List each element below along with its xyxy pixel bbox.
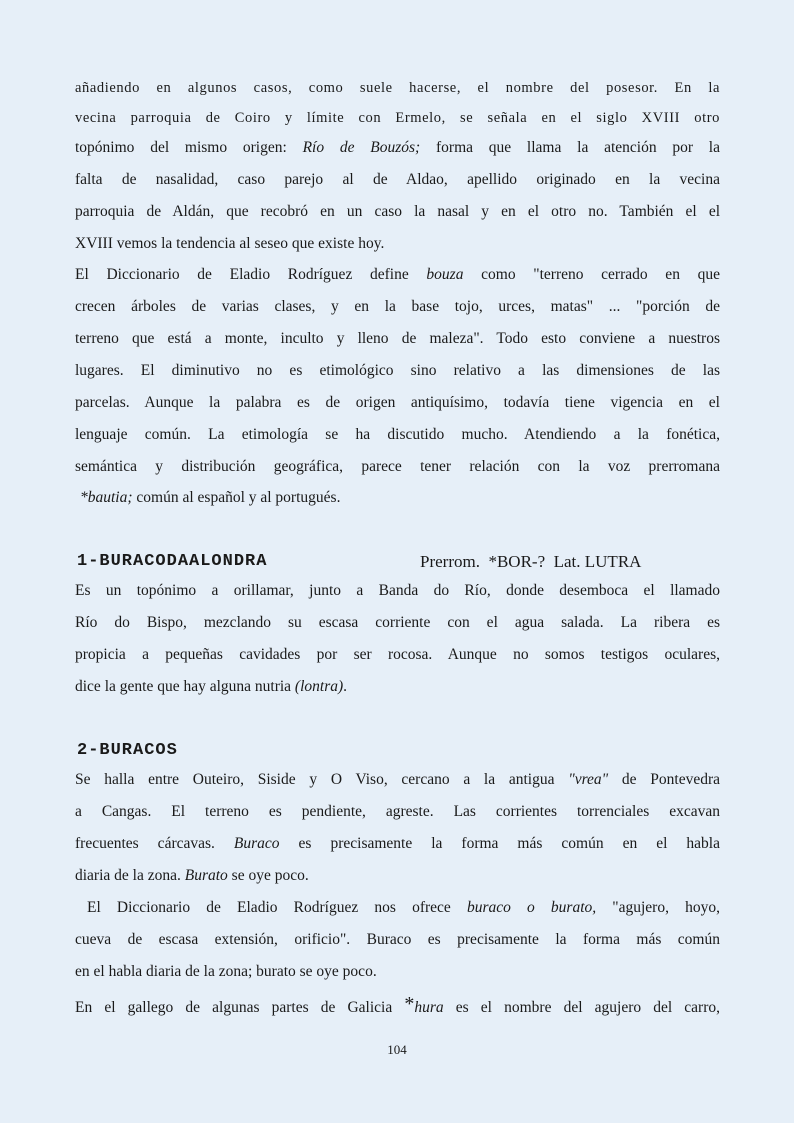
- italic-term: Burato: [184, 867, 228, 884]
- text-span: común al español y al portugués.: [132, 489, 341, 506]
- text-span: dice la gente que hay alguna nutria: [75, 678, 295, 695]
- text-line: a Cangas. El terreno es pendiente, agreste. Las corrientes torrenciales excavan: [75, 803, 720, 820]
- text-line: falta de nasalidad, caso parejo al de Aldao, apellido originado en la vecina: [75, 171, 720, 188]
- text-line: lenguaje común. La etimología se ha discutido mucho. Atendiendo a la fonética,: [75, 426, 720, 443]
- text-line: [75, 677, 720, 697]
- text-span: es el nombre del agujero del carro,: [443, 999, 720, 1016]
- italic-term: bouza: [426, 266, 464, 283]
- italic-term: *bautia;: [80, 489, 133, 506]
- text-span: topónimo del mismo origen:: [75, 139, 303, 156]
- text-line: [75, 866, 720, 886]
- text-span: Se halla entre Outeiro, Siside y O Viso, cercano a la antigua: [75, 771, 569, 788]
- text-line: parcelas. Aunque la palabra es de origen antiquísimo, todavía tiene vigencia en el: [75, 394, 720, 411]
- text-line: [75, 770, 720, 790]
- text-line: [75, 834, 720, 854]
- text-line: [75, 994, 720, 1018]
- text-line: propicia a pequeñas cavidades por ser rocosa. Aunque no somos testigos oculares,: [75, 646, 720, 663]
- entry-heading: 2-BURACOS: [77, 741, 178, 760]
- italic-term: Buraco: [233, 835, 280, 852]
- asterisk: *: [404, 993, 415, 1015]
- italic-term: (lontra): [294, 678, 344, 695]
- text-span: de Pontevedra: [608, 771, 720, 788]
- text-line: vecina parroquia de Coiro y límite con Ermelo, se señala en el siglo XVIII otro: [75, 110, 720, 126]
- text-span: diaria de la zona.: [75, 867, 185, 884]
- etymology: Prerrom. *BOR-? Lat. LUTRA: [420, 552, 642, 571]
- text-span: En el gallego de algunas partes de Galicia: [75, 999, 405, 1016]
- text-line: parroquia de Aldán, que recobró en un caso la nasal y en el otro no. También el el: [75, 203, 720, 220]
- text-line: [75, 265, 720, 285]
- italic-term: buraco o burato,: [466, 899, 597, 916]
- text-line: cueva de escasa extensión, orificio". Buraco es precisamente la forma más común: [75, 931, 720, 948]
- text-line: lugares. El diminutivo no es etimológico sino relativo a las dimensiones de las: [75, 362, 720, 379]
- text-line: añadiendo en algunos casos, como suele hacerse, el nombre del posesor. En la: [75, 80, 720, 96]
- text-span: forma que llama la atención por la: [420, 139, 720, 156]
- text-span: como "terreno cerrado en que: [463, 266, 721, 283]
- text-line: semántica y distribución geográfica, parece tener relación con la voz prerromana: [75, 458, 720, 475]
- text-span: .: [343, 678, 348, 695]
- text-line: Río do Bispo, mezclando su escasa corriente con el agua salada. La ribera es: [75, 614, 720, 631]
- text-span: frecuentes cárcavas.: [75, 835, 234, 852]
- text-span: se oye poco.: [227, 867, 309, 884]
- italic-term: Río de Bouzós;: [302, 139, 421, 156]
- italic-term: hura: [414, 999, 444, 1016]
- text-line: en el habla diaria de la zona; burato se oye poco.: [75, 963, 377, 980]
- text-line: XVIII vemos la tendencia al seseo que existe hoy.: [75, 235, 385, 252]
- text-line: Es un topónimo a orillamar, junto a Banda do Río, donde desemboca el llamado: [75, 582, 720, 599]
- text-line: [80, 488, 725, 508]
- text-line: terreno que está a monte, inculto y lleno de maleza". Todo esto conviene a nuestros: [75, 330, 720, 347]
- page-number: 104: [387, 1042, 407, 1057]
- entry-heading: 1-BURACODAALONDRA: [77, 552, 268, 571]
- italic-term: "vrea": [568, 771, 609, 788]
- text-span: es precisamente la forma más común en el habla: [279, 835, 720, 852]
- text-line: crecen árboles de varias clases, y en la base tojo, urces, matas" ... "porción de: [75, 298, 720, 315]
- text-line: [75, 138, 720, 158]
- text-span: El Diccionario de Eladio Rodríguez nos ofrece: [87, 899, 467, 916]
- text-span: "agujero, hoyo,: [596, 899, 720, 916]
- text-span: El Diccionario de Eladio Rodríguez define: [75, 266, 427, 283]
- text-line: [75, 898, 720, 918]
